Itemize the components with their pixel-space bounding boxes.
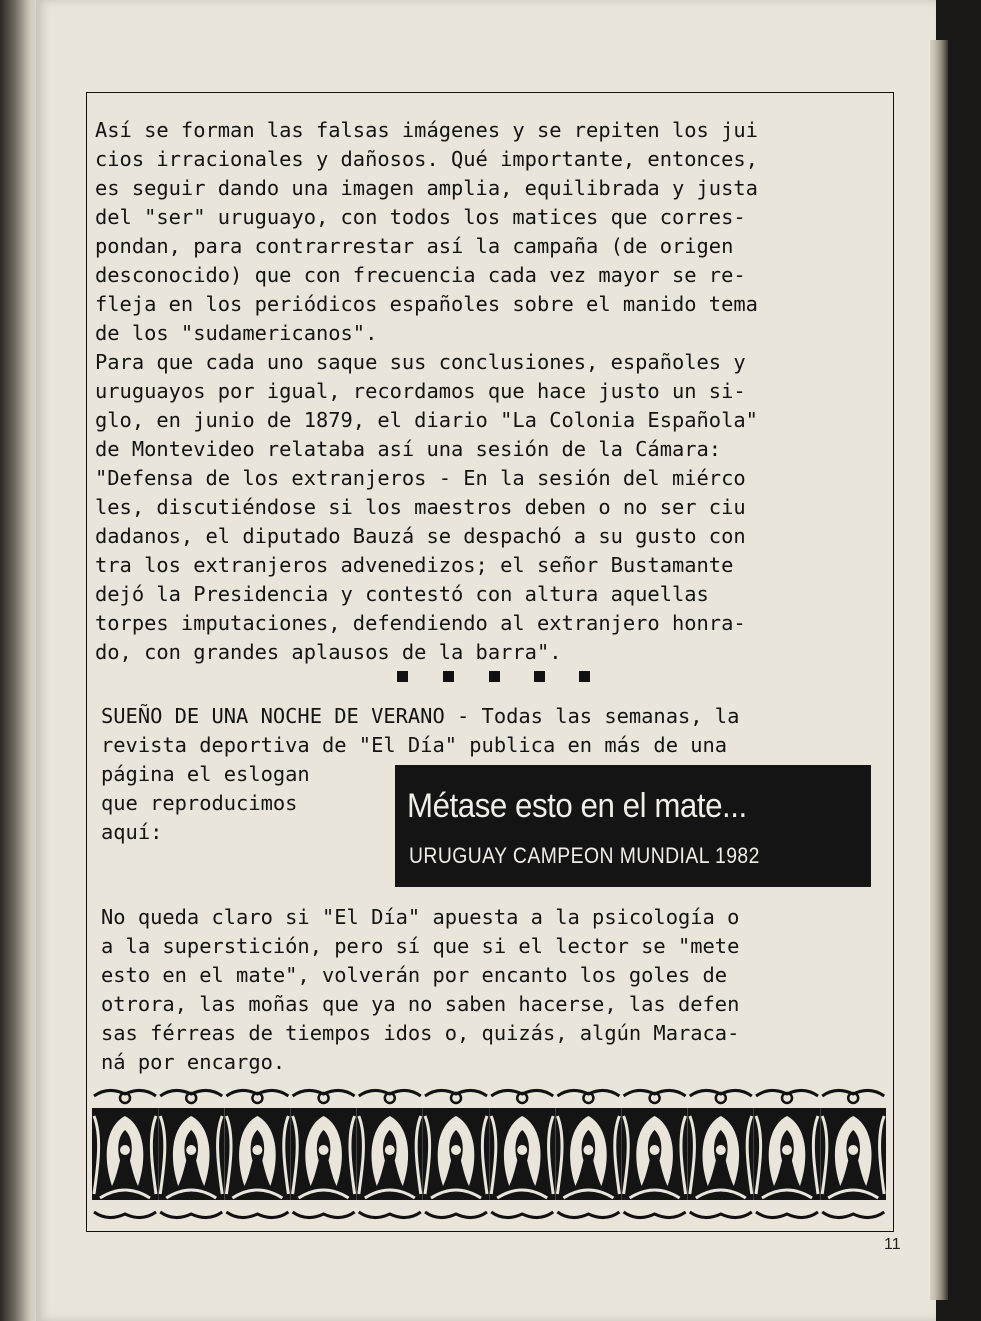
text-line: del "ser" uruguayo, con todos los matices que corres- — [95, 205, 746, 229]
text-line: Así se forman las falsas imágenes y se repiten los jui — [95, 118, 758, 142]
separator-square — [443, 671, 454, 682]
section-separator — [397, 671, 597, 685]
separator-square — [579, 671, 590, 682]
text-line: otrora, las moñas que ya no saben hacerse, las defen — [101, 992, 740, 1016]
text-line: uruguayos por igual, recordamos que hace justo un si- — [95, 379, 746, 403]
separator-square — [397, 671, 408, 682]
text-line: pondan, para contrarrestar así la campaña (de origen — [95, 234, 734, 258]
slogan-main-text: Métase esto en el mate... — [407, 787, 747, 825]
ornament-tile — [820, 1090, 886, 1217]
book-gutter — [0, 0, 40, 1321]
text-line: glo, en junio de 1879, el diario "La Colonia Española" — [95, 408, 758, 432]
text-line: "Defensa de los extranjeros - En la sesión del miérco — [95, 466, 746, 490]
paragraph-superstition — [101, 903, 739, 1077]
text-line: No queda claro si "El Día" apuesta a la psicología o — [101, 905, 740, 929]
ornament-tile — [688, 1090, 754, 1217]
text-line: dejó la Presidencia y contestó con altura aquellas — [95, 582, 709, 606]
text-line: fleja en los periódicos españoles sobre el manido tema — [95, 292, 758, 316]
ornament-tile — [423, 1090, 489, 1217]
text-line: que reproducimos — [101, 791, 298, 815]
separator-square — [489, 671, 500, 682]
text-line: página el eslogan — [101, 762, 310, 786]
text-line: revista deportiva de "El Día" publica en más de una — [101, 733, 728, 757]
text-line: de los "sudamericanos". — [95, 321, 378, 345]
text-line: de Montevideo relataba así una sesión de la Cámara: — [95, 437, 722, 461]
text-line: dadanos, el diputado Bauzá se despachó a su gusto con — [95, 524, 746, 548]
page-edges — [930, 40, 948, 1300]
page-number: 11 — [884, 1236, 901, 1253]
ornament-tile — [489, 1090, 555, 1217]
text-line: sas férreas de tiempos idos o, quizás, algún Maraca- — [101, 1021, 740, 1045]
slogan-sub-text: URUGUAY CAMPEON MUNDIAL 1982 — [409, 843, 760, 868]
text-line: es seguir dando una imagen amplia, equilibrada y justa — [95, 176, 758, 200]
text-line: desconocido) que con frecuencia cada vez mayor se re- — [95, 263, 746, 287]
text-line: SUEÑO DE UNA NOCHE DE VERANO - Todas las semanas, la — [101, 704, 740, 728]
paragraph-summer-dream-side — [101, 760, 310, 847]
ornamental-border — [92, 1086, 886, 1222]
text-line: esto en el mate", volverán por encanto los goles de — [101, 963, 728, 987]
text-line: cios irracionales y dañosos. Qué importante, entonces, — [95, 147, 758, 171]
slogan-box — [395, 765, 871, 887]
separator-square — [534, 671, 545, 682]
text-line: tra los extranjeros advenedizos; el señor Bustamante — [95, 553, 734, 577]
text-line: a la superstición, pero sí que si el lector se "mete — [101, 934, 740, 958]
ornament-tile — [555, 1090, 621, 1217]
text-line: torpes imputaciones, defendiendo al extranjero honra- — [95, 611, 746, 635]
paragraph-foreigners — [95, 116, 758, 667]
ornament-tile — [291, 1090, 357, 1217]
ornament-tile — [357, 1090, 423, 1217]
text-line: do, con grandes aplausos de la barra". — [95, 640, 562, 664]
text-line: aquí: — [101, 820, 163, 844]
ornament-tile — [754, 1090, 820, 1217]
ornament-tile — [224, 1090, 290, 1217]
ornament-tile — [158, 1090, 224, 1217]
text-line: les, discutiéndose si los maestros deben o no ser ciu — [95, 495, 746, 519]
paragraph-summer-dream-intro — [101, 702, 739, 760]
text-line: Para que cada uno saque sus conclusiones, españoles y — [95, 350, 746, 374]
ornament-tile — [622, 1090, 688, 1217]
text-line: ná por encargo. — [101, 1050, 286, 1074]
ornament-tile — [92, 1090, 158, 1217]
